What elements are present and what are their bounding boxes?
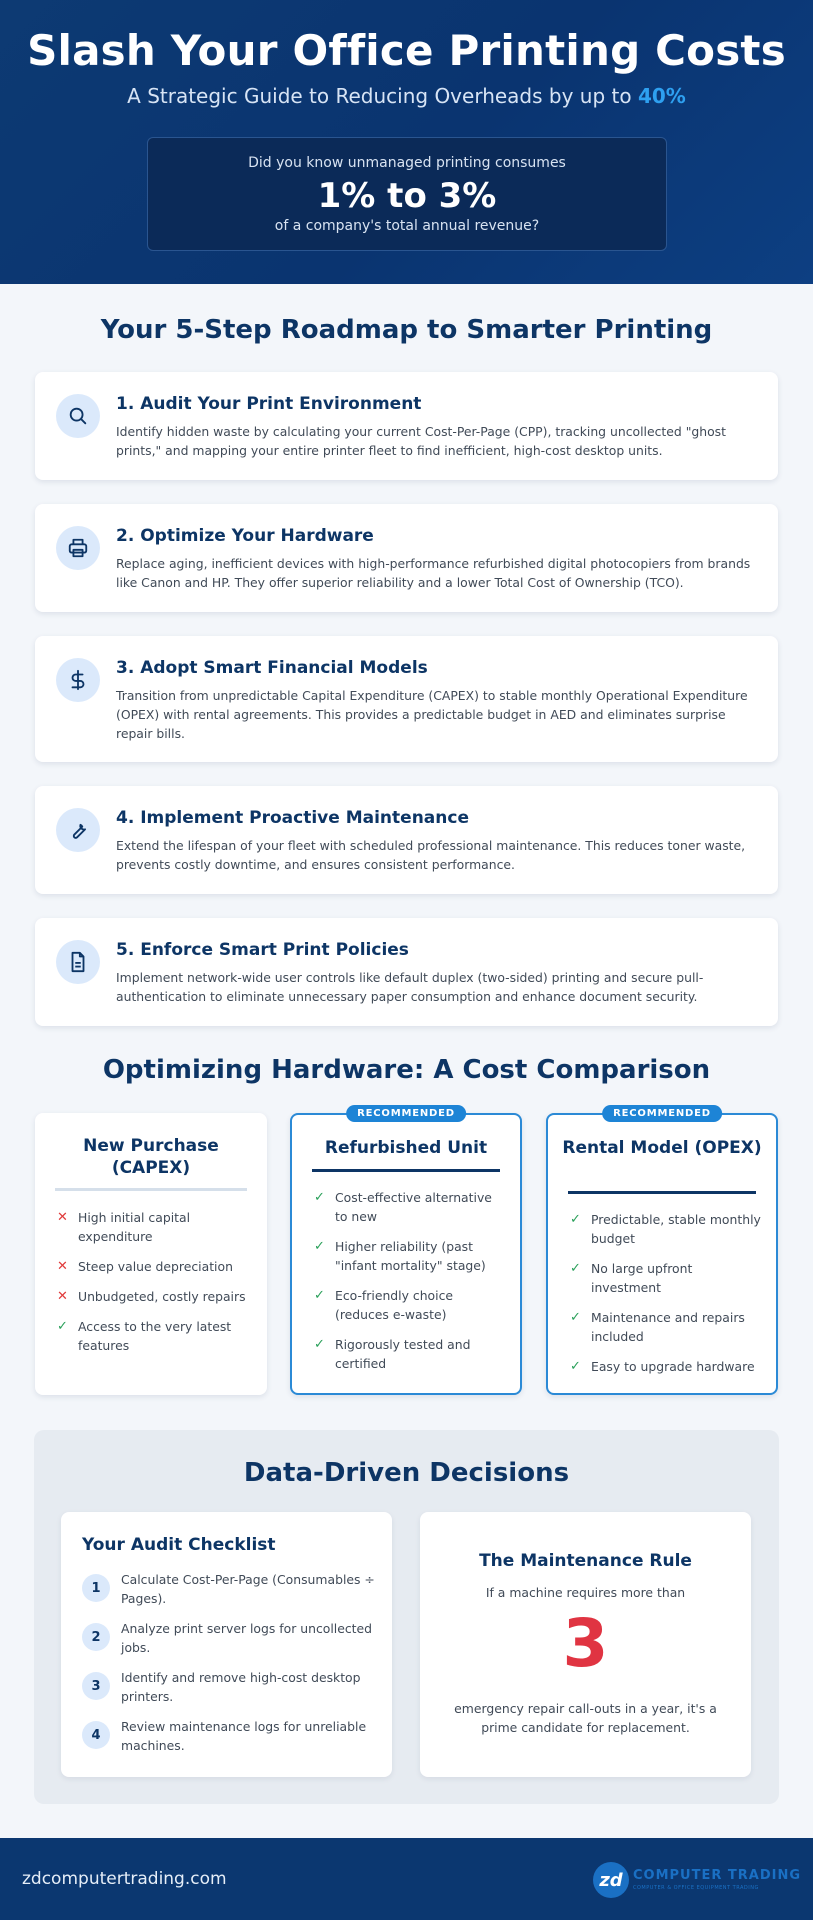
hero-subtitle-accent: 40% xyxy=(637,84,686,108)
feature-list xyxy=(314,1188,506,1384)
step-title: 1. Audit Your Print Environment xyxy=(116,394,422,414)
check-icon: ✓ xyxy=(57,1319,68,1334)
checklist-text: Identify and remove high-cost desktop printers. xyxy=(121,1670,361,1704)
checklist-title: Your Audit Checklist xyxy=(82,1535,276,1555)
step-title: 3. Adopt Smart Financial Models xyxy=(116,658,428,678)
printer-icon xyxy=(56,526,100,570)
list-item: ✓ Access to the very latest features xyxy=(57,1319,232,1353)
hero-title: Slash Your Office Printing Costs xyxy=(27,26,786,75)
step-card-policies xyxy=(35,918,778,1026)
cross-icon: ✕ xyxy=(57,1259,68,1274)
list-item: ✕ High initial capital expenditure xyxy=(57,1210,191,1244)
list-item: ✓ Maintenance and repairs included xyxy=(570,1310,745,1344)
list-item: ✓ Easy to upgrade hardware xyxy=(570,1359,755,1374)
step-title: 2. Optimize Your Hardware xyxy=(116,526,374,546)
step-card-audit xyxy=(35,372,778,480)
step-number: 4 xyxy=(82,1721,110,1749)
list-item: ✕ Unbudgeted, costly repairs xyxy=(57,1289,246,1304)
step-card-hardware xyxy=(35,504,778,612)
feature-list xyxy=(57,1208,253,1366)
comparison-card-refurbished xyxy=(290,1108,522,1395)
step-description: Replace aging, inefficient devices with high-performance refurbished digital photocopiers from brands like Canon and HP. They offer superior reliability and a lower Total Cost of Ownership (TCO). xyxy=(116,556,751,590)
check-icon: ✓ xyxy=(570,1359,581,1374)
recommended-badge: RECOMMENDED xyxy=(602,1105,722,1122)
divider xyxy=(568,1191,756,1194)
maintenance-rule-outro: emergency repair call-outs in a year, it's a prime candidate for replacement. xyxy=(454,1701,717,1735)
dollar-icon xyxy=(56,658,100,702)
list-item: ✓ Cost-effective alternative to new xyxy=(314,1190,492,1224)
list-item: ✓ Higher reliability (past "infant mortality" stage) xyxy=(314,1239,486,1273)
wrench-icon xyxy=(56,808,100,852)
maintenance-rule-value: 3 xyxy=(562,1605,609,1682)
hero-subtitle xyxy=(0,84,813,108)
logo-tagline: COMPUTER & OFFICE EQUIPMENT TRADING xyxy=(633,1885,759,1891)
checklist-text: Review maintenance logs for unreliable machines. xyxy=(121,1719,367,1753)
step-number: 2 xyxy=(82,1623,110,1651)
list-item: ✓ Eco-friendly choice (reduces e-waste) xyxy=(314,1288,454,1322)
list-item: ✕ Steep value depreciation xyxy=(57,1259,233,1274)
audit-checklist-card xyxy=(61,1512,392,1777)
list-item: ✓ No large upfront investment xyxy=(570,1261,693,1295)
search-icon xyxy=(56,394,100,438)
step-description: Identify hidden waste by calculating your current Cost-Per-Page (CPP), tracking uncollected "ghost prints," and mapping your entire printer fleet to find inefficient, high-cost desktop units. xyxy=(116,424,727,458)
check-icon: ✓ xyxy=(314,1190,325,1205)
document-icon xyxy=(56,940,100,984)
recommended-badge: RECOMMENDED xyxy=(346,1105,466,1122)
data-driven-title: Data-Driven Decisions xyxy=(243,1458,570,1488)
stat-outro: of a company's total annual revenue? xyxy=(274,218,540,234)
stat-value: 1% to 3% xyxy=(317,176,497,216)
website-link[interactable]: zdcomputertrading.com xyxy=(22,1869,227,1889)
maintenance-rule-intro: If a machine requires more than xyxy=(485,1585,686,1600)
logo-name: COMPUTER TRADING xyxy=(633,1868,802,1883)
checklist-text: Calculate Cost-Per-Page (Consumables ÷ Pages). xyxy=(121,1572,375,1606)
step-card-financial xyxy=(35,636,778,762)
step-description: Extend the lifespan of your fleet with scheduled professional maintenance. This reduces toner waste, prevents costly downtime, and ensures consistent performance. xyxy=(116,838,746,872)
step-title: 5. Enforce Smart Print Policies xyxy=(116,940,409,960)
comparison-title: Optimizing Hardware: A Cost Comparison xyxy=(102,1055,711,1085)
comparison-card-title: Rental Model (OPEX) xyxy=(562,1138,762,1158)
list-item: ✓ Rigorously tested and certified xyxy=(314,1337,471,1371)
check-icon: ✓ xyxy=(314,1337,325,1352)
divider xyxy=(55,1188,247,1191)
step-number: 1 xyxy=(82,1574,110,1602)
comparison-card-new-purchase xyxy=(35,1113,267,1395)
hero-banner xyxy=(0,0,813,284)
list-item: ✓ Predictable, stable monthly budget xyxy=(570,1212,761,1246)
company-logo xyxy=(593,1860,802,1900)
comparison-card-title: New Purchase (CAPEX) xyxy=(83,1136,219,1178)
step-description: Transition from unpredictable Capital Expenditure (CAPEX) to stable monthly Operational Expenditure (OPEX) with rental agreements. This provides a predictable budget in AED and eliminates surprise repair bills. xyxy=(116,688,748,741)
footer xyxy=(0,1838,813,1920)
check-icon: ✓ xyxy=(314,1288,325,1303)
step-number: 3 xyxy=(82,1672,110,1700)
cross-icon: ✕ xyxy=(57,1289,68,1304)
checklist-text: Analyze print server logs for uncollected jobs. xyxy=(121,1621,373,1655)
step-title: 4. Implement Proactive Maintenance xyxy=(116,808,469,828)
check-icon: ✓ xyxy=(314,1239,325,1254)
check-icon: ✓ xyxy=(570,1310,581,1325)
check-icon: ✓ xyxy=(570,1212,581,1227)
cross-icon: ✕ xyxy=(57,1210,68,1225)
stat-intro: Did you know unmanaged printing consumes xyxy=(248,155,566,171)
hero-subtitle-text: A Strategic Guide to Reducing Overheads by up to xyxy=(127,84,632,108)
step-card-maintenance xyxy=(35,786,778,894)
maintenance-rule-title: The Maintenance Rule xyxy=(479,1551,692,1571)
data-driven-panel xyxy=(34,1430,779,1804)
check-icon: ✓ xyxy=(570,1261,581,1276)
revenue-stat-box xyxy=(147,137,667,251)
step-description: Implement network-wide user controls like default duplex (two-sided) printing and secure pull-authentication to eliminate unnecessary paper consumption and enhance document security. xyxy=(116,970,704,1004)
comparison-card-title: Refurbished Unit xyxy=(324,1138,488,1158)
maintenance-rule-card xyxy=(420,1512,751,1777)
feature-list xyxy=(570,1210,762,1387)
roadmap-title: Your 5-Step Roadmap to Smarter Printing xyxy=(100,315,713,345)
comparison-card-rental xyxy=(546,1108,778,1395)
logo-mark: zd xyxy=(593,1862,629,1898)
divider xyxy=(312,1169,500,1172)
